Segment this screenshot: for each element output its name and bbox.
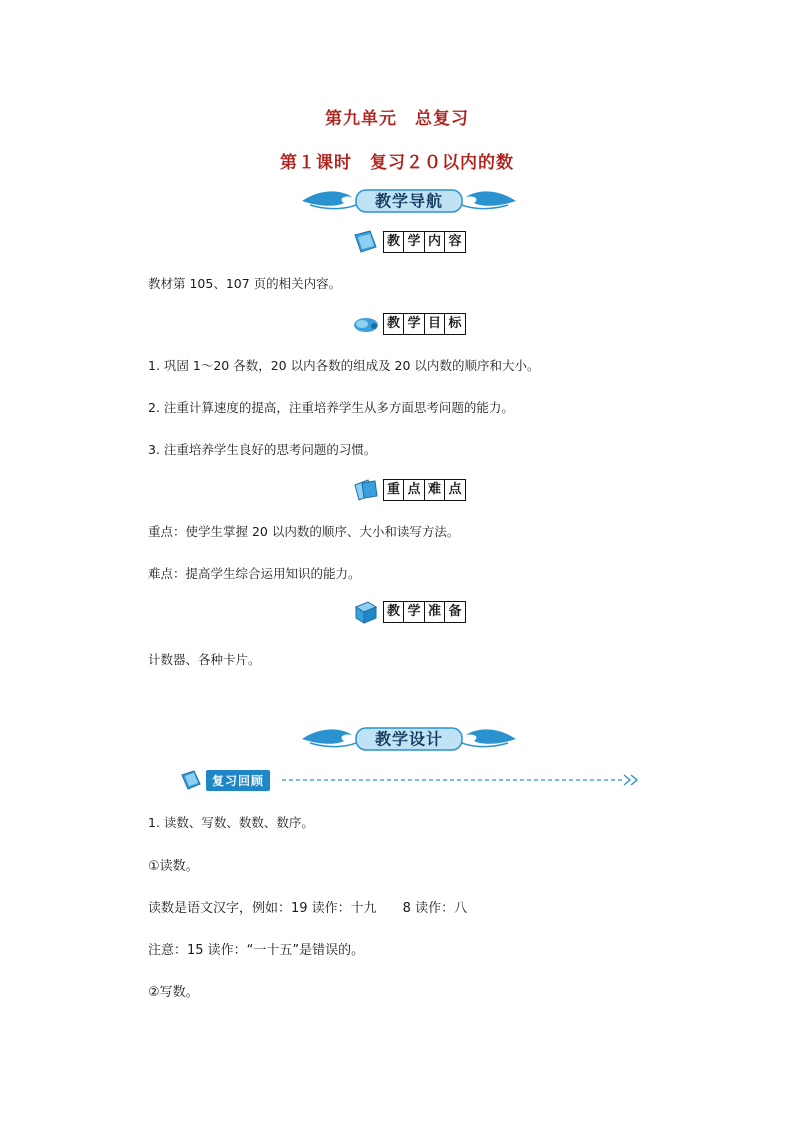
lesson-title: 第１课时 复习２０以内的数	[280, 153, 514, 173]
heading-char: 备	[444, 601, 466, 623]
heading-char: 点	[444, 479, 466, 501]
heading-char: 容	[444, 231, 466, 253]
heading-char: 目	[424, 313, 446, 335]
body-line: 注意：15 读作：“一十五”是错误的。	[148, 943, 365, 958]
heading-char: 标	[444, 313, 466, 335]
content-text: 教材第 105、107 页的相关内容。	[148, 276, 342, 291]
teaching-design-banner	[300, 723, 518, 753]
body-line: 1. 读数、写数、数数、数序。	[148, 815, 314, 830]
heading-char: 重	[383, 479, 405, 501]
goal-item: 1. 巩固 1～20 各数，20 以内各数的组成及 20 以内数的顺序和大小。	[148, 358, 540, 373]
heading-char: 点	[403, 479, 425, 501]
scroll-icon	[352, 311, 380, 337]
key-point-text: 重点：使学生掌握 20 以内数的顺序、大小和读写方法。	[148, 524, 460, 539]
heading-char: 学	[403, 601, 425, 623]
heading-char: 教	[383, 231, 405, 253]
heading-char: 学	[403, 313, 425, 335]
dashed-arrow-icon	[282, 772, 642, 788]
banner-label: 教学导航	[374, 191, 444, 211]
goal-item: 2. 注重计算速度的提高，注重培养学生从多方面思考问题的能力。	[148, 400, 514, 415]
unit-title: 第九单元 总复习	[325, 109, 469, 129]
teaching-nav-banner	[300, 185, 518, 215]
section-teaching-prep	[352, 599, 466, 625]
papers-icon	[352, 477, 380, 503]
book-icon	[352, 229, 380, 255]
heading-char: 教	[383, 313, 405, 335]
cube-icon	[352, 599, 380, 625]
section-teaching-goals	[352, 311, 466, 337]
body-line: 读数是语文汉字，例如：19 读作：十九 8 读作：八	[148, 901, 468, 916]
heading-char: 内	[424, 231, 446, 253]
section-teaching-content	[352, 229, 466, 255]
body-line: ①读数。	[148, 859, 199, 874]
review-label: 复习回顾	[206, 770, 270, 791]
goal-item: 3. 注重培养学生良好的思考问题的习惯。	[148, 442, 377, 457]
heading-char: 准	[424, 601, 446, 623]
heading-char: 难	[424, 479, 446, 501]
banner-label: 教学设计	[374, 729, 444, 749]
heading-char: 教	[383, 601, 405, 623]
body-line: ②写数。	[148, 985, 199, 1000]
heading-char: 学	[403, 231, 425, 253]
review-section-tag	[180, 768, 270, 792]
prep-text: 计数器、各种卡片。	[148, 652, 261, 667]
book-icon	[180, 769, 204, 791]
difficult-point-text: 难点：提高学生综合运用知识的能力。	[148, 566, 361, 581]
section-key-points	[352, 477, 466, 503]
